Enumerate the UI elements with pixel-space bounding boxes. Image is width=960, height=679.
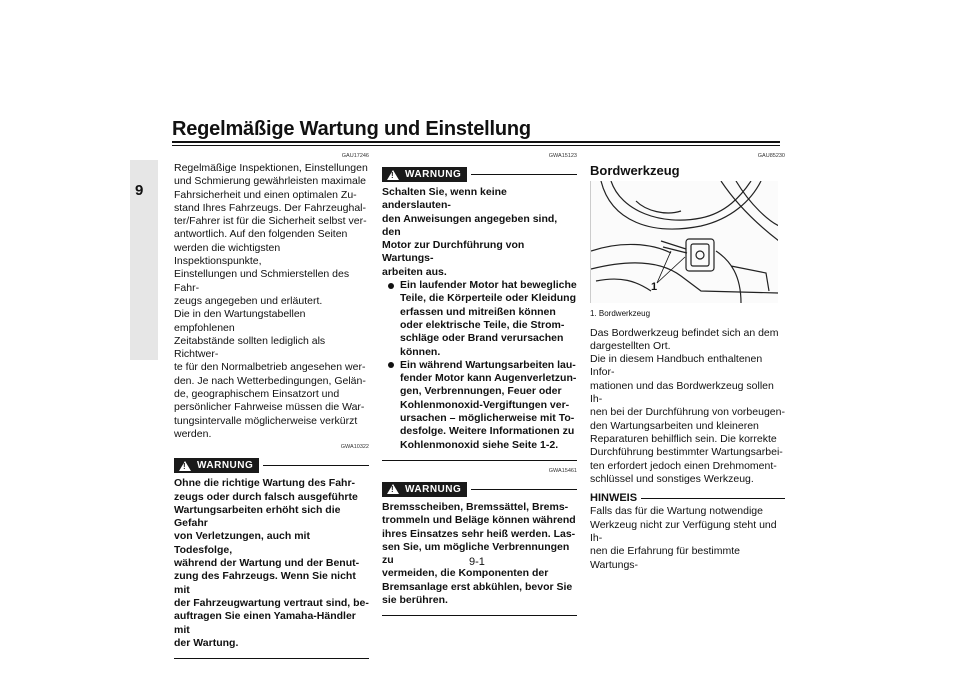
section-title: Bordwerkzeug	[590, 163, 680, 178]
warning-rule	[471, 489, 577, 490]
warning-header	[382, 481, 577, 498]
warning-header	[174, 457, 369, 474]
warning-end-rule	[174, 658, 369, 659]
intro-text: Regelmäßige Inspektionen, Einstellungen und Schmierung gewährleisten maximale Fahrsicherheit und einen optimalen Zu- stand Ihres Fahrzeugs. Der Fahrzeughal- ter/Fahrer ist für die Sicherheit selbst ver- antwortlich. Auf den folgenden Seiten werden die wichtigsten Inspektionspunkte, Einstellungen und Schmierstellen des Fahr- zeugs angegeben und erläutert. Die in den Wartungstabellen empfohlenen Zeitabstände sollten lediglich als Richtwer- te für den Normalbetrieb angesehen wer- den. Je nach Wetterbedingungen, Gelän- de, geographischem Einsatzort und persönlicher Fahrweise müssen die War- tungsintervalle möglicherweise verkürzt werden.	[174, 162, 368, 440]
note-header	[590, 492, 785, 505]
warning-label: WARNUNG	[405, 168, 462, 180]
warning-triangle-icon	[179, 461, 191, 471]
title-rule-thin	[172, 145, 780, 146]
title-rule	[172, 141, 780, 143]
bullet-text: Ein während Wartungsarbeiten lau- fender Motor kann Augenverletzun- gen, Verbrennungen, Feuer oder Kohlenmonoxid-Vergiftungen ver- ursachen – möglicherweise mit To- desfolge. Weitere Informationen zu Kohlenmonoxid siehe Seite 1-2.	[400, 358, 577, 451]
warning-label: WARNUNG	[405, 483, 462, 495]
bullet-text: Ein laufender Motor hat bewegliche Teile, die Körperteile oder Kleidung erfassen und mitreißen können oder elektrische Teile, die Strom- schläge oder Brand verursachen können.	[400, 279, 577, 358]
figure-callout: 1	[651, 281, 658, 294]
chapter-number: 9	[135, 182, 144, 199]
column-3	[590, 150, 785, 572]
warning-end-rule	[382, 460, 577, 461]
note-label: HINWEIS	[590, 492, 638, 505]
warning-text: Ohne die richtige Wartung des Fahr- zeugs oder durch falsch ausgeführte Wartungsarbeiten erhöht sich die Gefahr von Verletzungen, auch mit Todesfolge, während der Wartung und der Benut- zung des Fahrzeugs. Wenn Sie nicht mit der Fahrzeugwartung vertraut sind, be- auftragen Sie einen Yamaha-Händler mit der Wartung.	[174, 477, 369, 649]
warning-rule	[263, 465, 369, 466]
column-1	[174, 150, 369, 659]
warning-text: Bremsscheiben, Bremssättel, Brems- trommeln und Beläge können während ihres Einsatzes sehr heiß werden. Las- sen Sie, um mögliche Verbrennungen zu vermeiden, die Komponenten der Bremsanlage erst abkühlen, bevor Sie sie berühren.	[382, 500, 576, 607]
warning-bullet	[388, 279, 577, 359]
page-number: 9-1	[469, 556, 485, 568]
warning-bullet	[388, 359, 577, 452]
warning-triangle-icon	[387, 170, 399, 180]
warning-triangle-icon	[387, 484, 399, 494]
figure-caption: 1. Bordwerkzeug	[590, 309, 651, 319]
warning-badge	[382, 482, 467, 497]
toolkit-figure	[590, 181, 778, 303]
warning-rule	[471, 174, 577, 175]
page-title: Regelmäßige Wartung und Einstellung	[172, 118, 531, 140]
warning-badge	[174, 458, 259, 473]
warning-intro: Schalten Sie, wenn keine anderslauten- den Anweisungen angegeben sind, den Motor zur Durchführung von Wartungs- arbeiten aus.	[382, 186, 558, 278]
warning-label: WARNUNG	[197, 460, 254, 472]
ref-code: GAU17246	[341, 153, 369, 159]
toolkit-illustration	[591, 181, 778, 303]
column-2	[382, 150, 577, 616]
warning-code: GWA15123	[548, 153, 577, 159]
warning-end-rule	[382, 615, 577, 616]
warning-code: GWA10322	[340, 444, 369, 451]
toolkit-text: Das Bordwerkzeug befindet sich an dem dargestellten Ort. Die in diesem Handbuch enthaltenen Infor- mationen und das Bordwerkzeug sollen Ih- nen bei der Durchführung von vorbeugen- den Wartungsarbeiten und kleineren Reparaturen behilflich sein. Die korrekte Durchführung bestimmter Wartungsarbei- ten erfordert jedoch einen Drehmoment- schlüssel und sonstiges Werkzeug.	[590, 326, 785, 485]
ref-code: GAU85230	[757, 153, 785, 159]
bullet-dot-icon	[388, 362, 394, 368]
warning-badge	[382, 167, 467, 182]
note-rule	[641, 498, 785, 499]
bullet-dot-icon	[388, 283, 394, 289]
warning-header	[382, 166, 577, 183]
note-text: Falls das für die Wartung notwendige Werkzeug nicht zur Verfügung steht und Ih- nen die Erfahrung für bestimmte Wartungs-	[590, 505, 777, 571]
warning-code: GWA15461	[548, 467, 577, 474]
